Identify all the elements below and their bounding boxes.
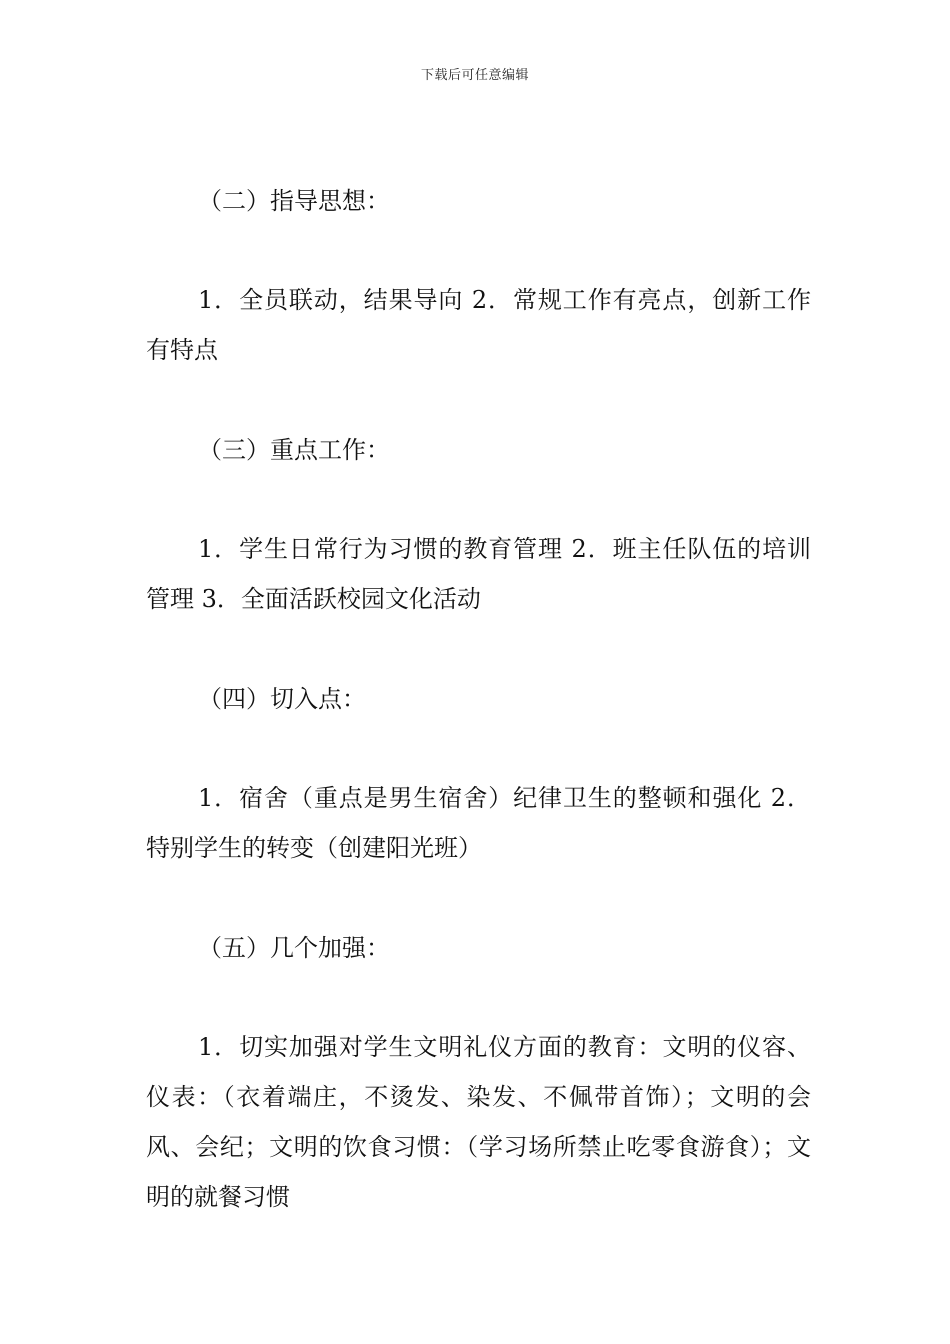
section-heading-entry-point: （四）切入点： [198,685,366,713]
section-paragraph-strengthening: 1．切实加强对学生文明礼仪方面的教育：文明的仪容、仪表：（衣着端庄，不烫发、染发、不佩带首饰）；文明的会风、会纪；文明的饮食习惯：（学习场所禁止吃零食游食）；文明的就餐习惯 [146,1033,811,1211]
page-header: 下载后可任意编辑 [420,68,529,83]
section-paragraph-key-work: 1．学生日常行为习惯的教育管理 2．班主任队伍的培训管理 3．全面活跃校园文化活动 [146,535,811,613]
section-paragraph-entry-point: 1．宿舍（重点是男生宿舍）纪律卫生的整顿和强化 2．特别学生的转变（创建阳光班） [146,784,811,862]
section-heading-strengthening: （五）几个加强： [198,934,390,962]
section-paragraph-guiding-ideology: 1．全员联动，结果导向 2．常规工作有亮点，创新工作有特点 [146,286,811,364]
section-heading-key-work: （三）重点工作： [198,436,390,464]
section-heading-guiding-ideology: （二）指导思想： [198,187,390,215]
